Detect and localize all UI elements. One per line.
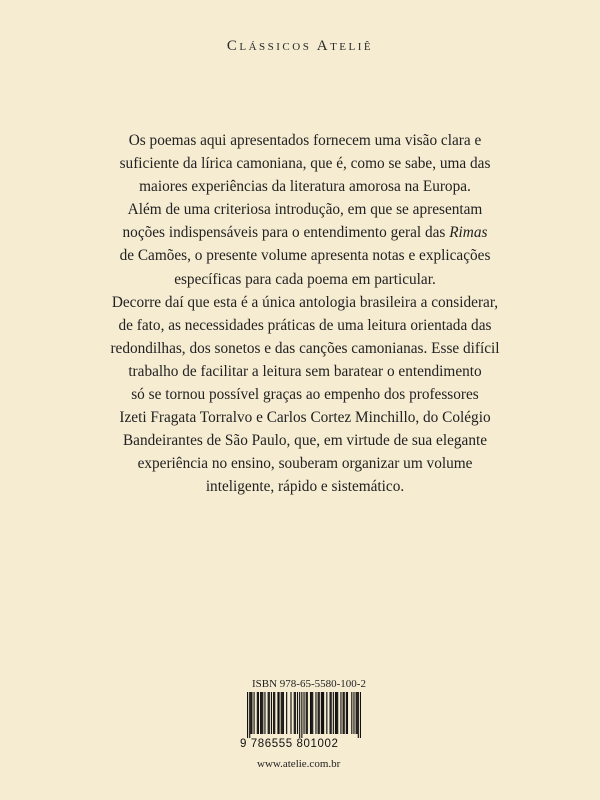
barcode-bar (358, 692, 359, 738)
text-line: só se tornou possível graças ao empenho dos professores (131, 386, 479, 404)
text-line: Os poemas aqui apresentados fornecem uma visão clara e (128, 132, 482, 149)
barcode-bar (337, 692, 338, 734)
barcode-bar (254, 692, 255, 734)
text-line: de fato, as necessidades práticas de uma leitura orientada das (118, 316, 492, 334)
barcode-bar (323, 692, 324, 734)
barcode-bar (257, 692, 258, 734)
barcode-bar (346, 692, 347, 734)
barcode-bar (340, 692, 341, 734)
barcode-bar (249, 692, 250, 738)
blurb-text (90, 129, 520, 499)
barcode-bar (333, 692, 334, 734)
barcode-bar (322, 692, 323, 734)
barcode-bar (251, 692, 252, 734)
barcode-bar (347, 692, 348, 734)
barcode-bar (319, 692, 320, 734)
text-line: experiência no ensino, souberam organizar um volume (137, 455, 473, 473)
barcode-bar (353, 692, 354, 734)
text-line: inteligente, rápido e sistemático. (205, 478, 405, 496)
barcode-bar (274, 692, 275, 734)
barcode-bar (311, 692, 312, 734)
barcode-bar (356, 692, 357, 734)
barcode-bar (281, 692, 282, 734)
isbn-label: ISBN 978-65-5580-100-2 (252, 678, 366, 690)
text-line: suficiente da lírica camoniana, que é, como se sabe, uma das (119, 155, 491, 173)
barcode-bar (262, 692, 263, 734)
barcode-bar (286, 692, 287, 734)
barcode-bar (250, 692, 251, 734)
barcode-bar (290, 692, 291, 734)
barcode-bar (299, 692, 300, 738)
text-line: trabalho de facilitar a leitura sem baratear o entendimento (128, 362, 482, 380)
italic-title-rimas: Rimas (449, 224, 488, 242)
barcode-bar (307, 692, 308, 734)
barcode-bar (271, 692, 272, 734)
barcode-bar (344, 692, 345, 734)
barcode-bar (273, 692, 274, 734)
barcode-bar (357, 692, 358, 734)
barcode-bar (336, 692, 337, 734)
barcode-digits: 9 786555 801002 (240, 738, 339, 750)
text-line (90, 221, 520, 244)
barcode-bar (326, 692, 327, 734)
barcode-bar (283, 692, 284, 734)
text-line: redondilhas, dos sonetos e das canções camonianas. Esse difícil (110, 339, 500, 357)
barcode-bar (303, 692, 304, 734)
barcode-bar (321, 692, 322, 734)
barcode-bar (306, 692, 307, 734)
text-line: maiores experiências da literatura amorosa na Europa. (139, 178, 471, 196)
barcode-bar (343, 692, 344, 734)
barcode-image (247, 692, 361, 738)
barcode-bar (268, 692, 269, 734)
barcode-bar (295, 692, 296, 734)
text-line: Bandeirantes de São Paulo, que, em virtude de sua elegante (122, 432, 488, 450)
barcode-bar (264, 692, 265, 734)
barcode-bar (260, 692, 261, 734)
text-line: Decorre daí que esta é a única antologia brasileira a considerar, (111, 293, 499, 311)
barcode-bar (360, 692, 361, 738)
barcode-bar (282, 692, 283, 734)
barcode-bar (278, 692, 279, 734)
barcode-bar (277, 692, 278, 734)
barcode-bar (247, 692, 248, 738)
barcode-bar (312, 692, 313, 734)
barcode-bar (261, 692, 262, 734)
text-line: de Camões, o presente volume apresenta notas e explicações (119, 247, 491, 265)
barcode-bar (269, 692, 270, 734)
barcode-bar (335, 692, 336, 734)
barcode-bar (294, 692, 295, 734)
text-line: Além de uma criteriosa introdução, em que se apresentam (127, 201, 483, 219)
series-title: Clássicos Ateliê (226, 38, 374, 54)
blurb-paragraph-1 (90, 129, 520, 198)
barcode-bar (351, 692, 352, 734)
blurb-paragraph-3 (90, 291, 520, 499)
barcode-bar (310, 692, 311, 734)
text-line: específicas para cada poema em particular. (174, 270, 436, 288)
barcode-bars (247, 692, 361, 738)
barcode-bar (258, 692, 259, 734)
barcode-bar (318, 692, 319, 734)
website-url: www.atelie.com.br (257, 758, 341, 770)
barcode-bar (315, 692, 316, 734)
text-line: Izeti Fragata Torralvo e Carlos Cortez Minchillo, do Colégio (119, 409, 491, 427)
barcode-bar (331, 692, 332, 734)
text-run: noções indispensáveis para o entendimento geral das (122, 224, 450, 242)
barcode-bar (297, 692, 298, 734)
barcode-bar (301, 692, 302, 738)
blurb-paragraph-2 (90, 198, 520, 290)
barcode-bar (330, 692, 331, 734)
